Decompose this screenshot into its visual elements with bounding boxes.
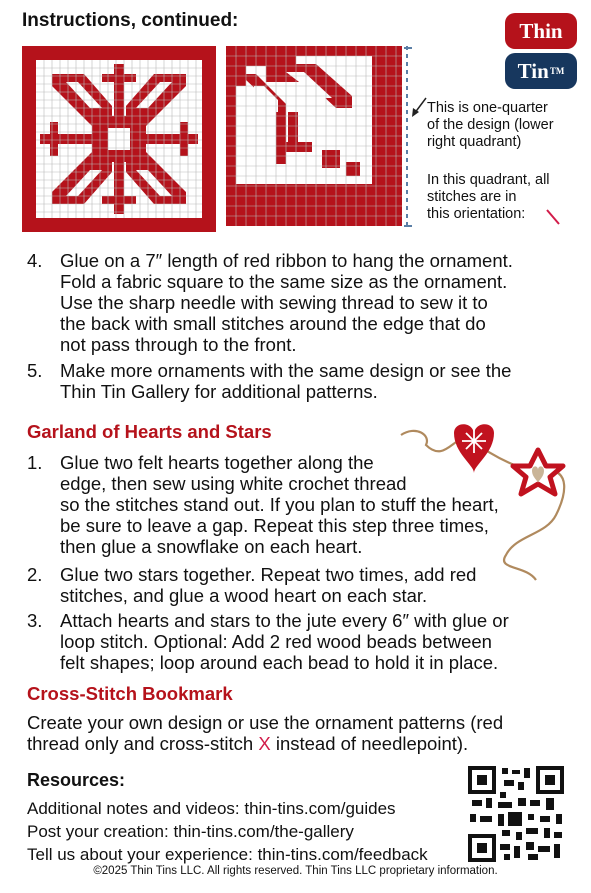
snowflake-pattern-full	[22, 46, 216, 232]
qr-code[interactable]	[468, 766, 564, 862]
bookmark-text: Create your own design or use the ornament patterns (red thread only and cross-stitch X instead of needlepoint).	[27, 712, 504, 754]
tin-logo: Tin TM	[505, 53, 577, 89]
feedback-link[interactable]: Tell us about your experience: thin-tins.com/feedback	[27, 845, 428, 864]
stitch-orientation-icon	[545, 208, 561, 226]
quadrant-pattern	[226, 46, 402, 226]
guides-link[interactable]: Additional notes and videos: thin-tins.com/guides	[27, 799, 396, 818]
thin-logo: Thin	[505, 13, 577, 49]
copyright-notice: ©2025 Thin Tins LLC. All rights reserved. Thin Tins LLC proprietary information.	[93, 865, 498, 877]
quadrant-note: This is one-quarter of the design (lower right quadrant)	[427, 100, 554, 150]
resources-heading: Resources:	[27, 770, 126, 790]
garland-heading: Garland of Hearts and Stars	[27, 421, 272, 442]
page-title: Instructions, continued:	[22, 10, 239, 31]
resources-links	[27, 797, 428, 866]
cross-stitch-x: X	[258, 733, 271, 754]
orientation-note: In this quadrant, all stitches are in this orientation:	[427, 172, 550, 222]
gallery-link[interactable]: Post your creation: thin-tins.com/the-gallery	[27, 822, 354, 841]
bookmark-heading: Cross-Stitch Bookmark	[27, 683, 233, 704]
